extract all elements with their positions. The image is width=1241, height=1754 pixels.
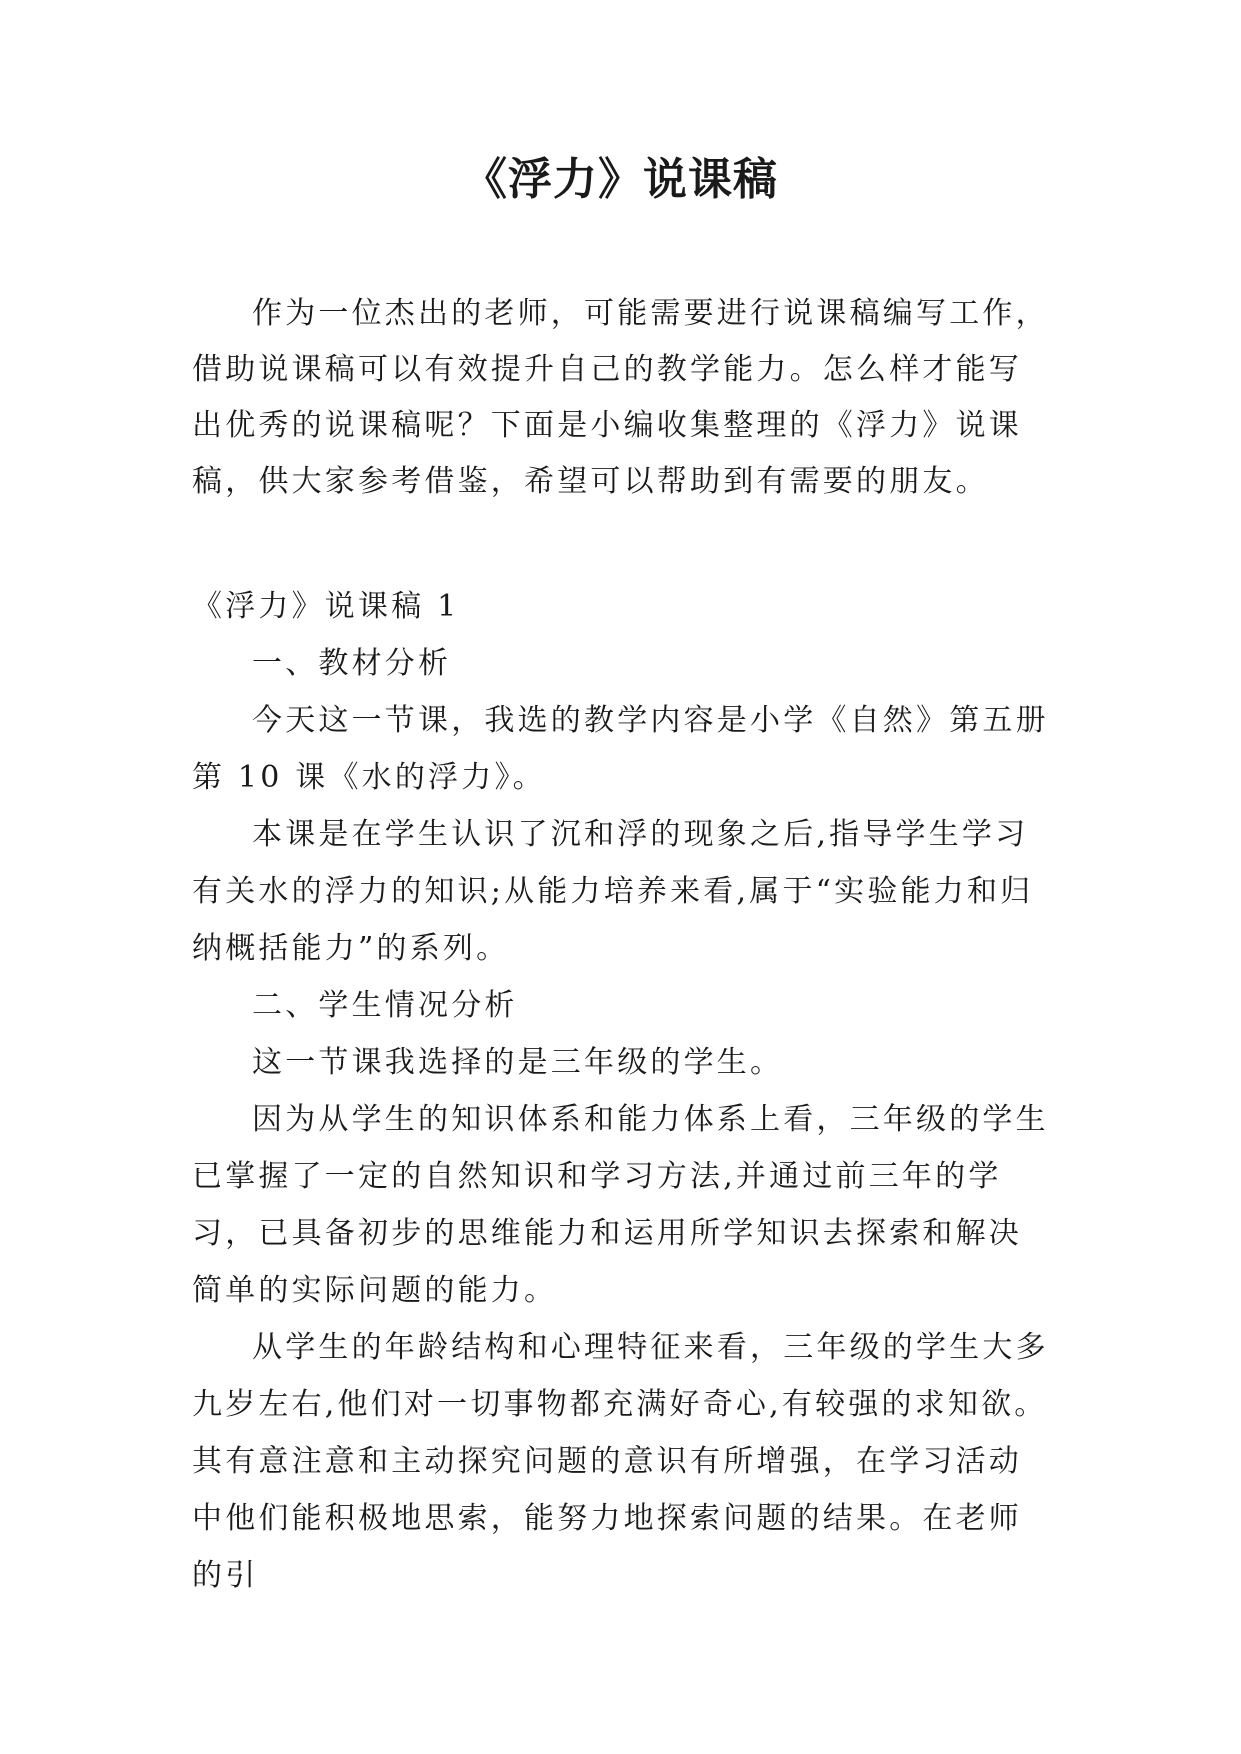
intro-paragraph: 作为一位杰出的老师，可能需要进行说课稿编写工作，借助说课稿可以有效提升自己的教学能力。怎么样才能写出优秀的说课稿呢？下面是小编收集整理的《浮力》说课稿，供大家参考借鉴，希望可以帮助到有需要的朋友。	[192, 296, 1049, 499]
intro-block	[192, 286, 1054, 510]
body-paragraph: 本课是在学生认识了沉和浮的现象之后,指导学生学习有关水的浮力的知识;从能力培养来看,属于“实验能力和归纳概括能力”的系列。	[192, 817, 1034, 966]
body-paragraph: 因为从学生的知识体系和能力体系上看，三年级的学生已掌握了一定的自然知识和学习方法,并通过前三年的学习，已具备初步的思维能力和运用所学知识去探索和解决简单的实际问题的能力。	[192, 1102, 1049, 1308]
body-paragraph: 这一节课我选择的是三年级的学生。	[252, 1045, 784, 1080]
heading-student-analysis: 二、学生情况分析	[252, 988, 518, 1023]
heading-materials-analysis: 一、教材分析	[252, 646, 452, 681]
body-paragraph: 今天这一节课，我选的教学内容是小学《自然》第五册第 10 课《水的浮力》。	[192, 703, 1049, 795]
body-paragraph: 从学生的年龄结构和心理特征来看，三年级的学生大多九岁左右,他们对一切事物都充满好奇心,有较强的求知欲。其有意注意和主动探究问题的意识有所增强，在学习活动中他们能积极地思索，能努力地探索问题的结果。在老师的引	[192, 1330, 1049, 1593]
document-title: 《浮力》说课稿	[463, 154, 778, 205]
section-heading: 《浮力》说课稿 1	[192, 589, 460, 624]
main-content	[192, 578, 1054, 1604]
